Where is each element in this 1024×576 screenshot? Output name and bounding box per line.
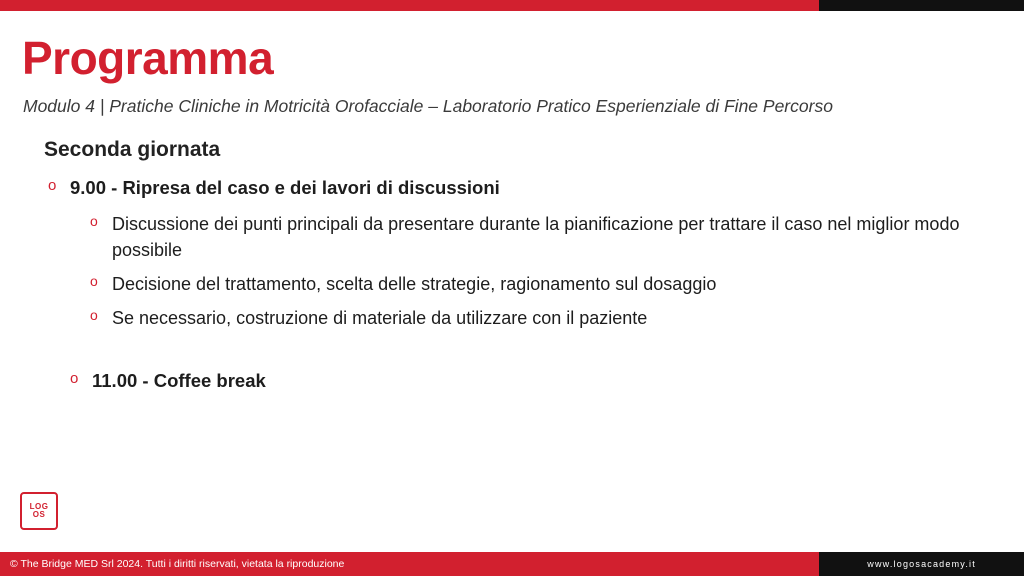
logos-logo — [20, 492, 58, 530]
footer-right — [819, 552, 1024, 576]
footer-copyright: © The Bridge MED Srl 2024. Tutti i diritti riservati, vietata la riproduzione — [10, 558, 345, 570]
list-item-label: 11.00 - Coffee break — [92, 370, 266, 392]
bullet-circle-icon: o — [70, 370, 79, 388]
list-item — [44, 176, 994, 201]
list-item — [44, 271, 994, 297]
sub-list-item-label: Discussione dei punti principali da presentare durante la pianificazione per trattare il caso nel miglior modo possibile — [112, 213, 960, 261]
footer-website: www.logosacademy.it — [867, 559, 976, 569]
bullet-circle-icon: o — [90, 212, 98, 229]
list-item — [44, 211, 994, 263]
content-body — [44, 138, 994, 404]
page-title: Programma — [22, 32, 274, 84]
page-subtitle: Modulo 4 | Pratiche Cliniche in Motricità Orofacciale – Laboratorio Pratico Esperienziale di Fine Percorso — [23, 96, 833, 116]
vertical-spacer — [44, 339, 994, 369]
footer-bar — [0, 552, 1024, 576]
sub-list-item-label: Decisione del trattamento, scelta delle strategie, ragionamento sul dosaggio — [112, 274, 717, 295]
footer-left — [0, 552, 819, 576]
logo-line-2: OS — [32, 510, 46, 519]
sub-list — [44, 211, 994, 331]
top-bar-black-segment — [819, 0, 1024, 11]
sub-list-item-label: Se necessario, costruzione di materiale da utilizzare con il paziente — [112, 308, 648, 329]
list-item — [44, 305, 994, 331]
list-item — [44, 369, 994, 394]
top-accent-bar — [0, 0, 1024, 11]
top-bar-red-segment — [0, 0, 819, 11]
list-item-label: 9.00 - Ripresa del caso e dei lavori di discussioni — [70, 177, 500, 198]
day-heading: Seconda giornata — [44, 138, 221, 161]
logo-line-1: LOG — [29, 501, 49, 511]
bullet-circle-icon: o — [48, 177, 57, 194]
bullet-circle-icon: o — [90, 273, 98, 290]
bullet-circle-icon: o — [90, 307, 98, 324]
